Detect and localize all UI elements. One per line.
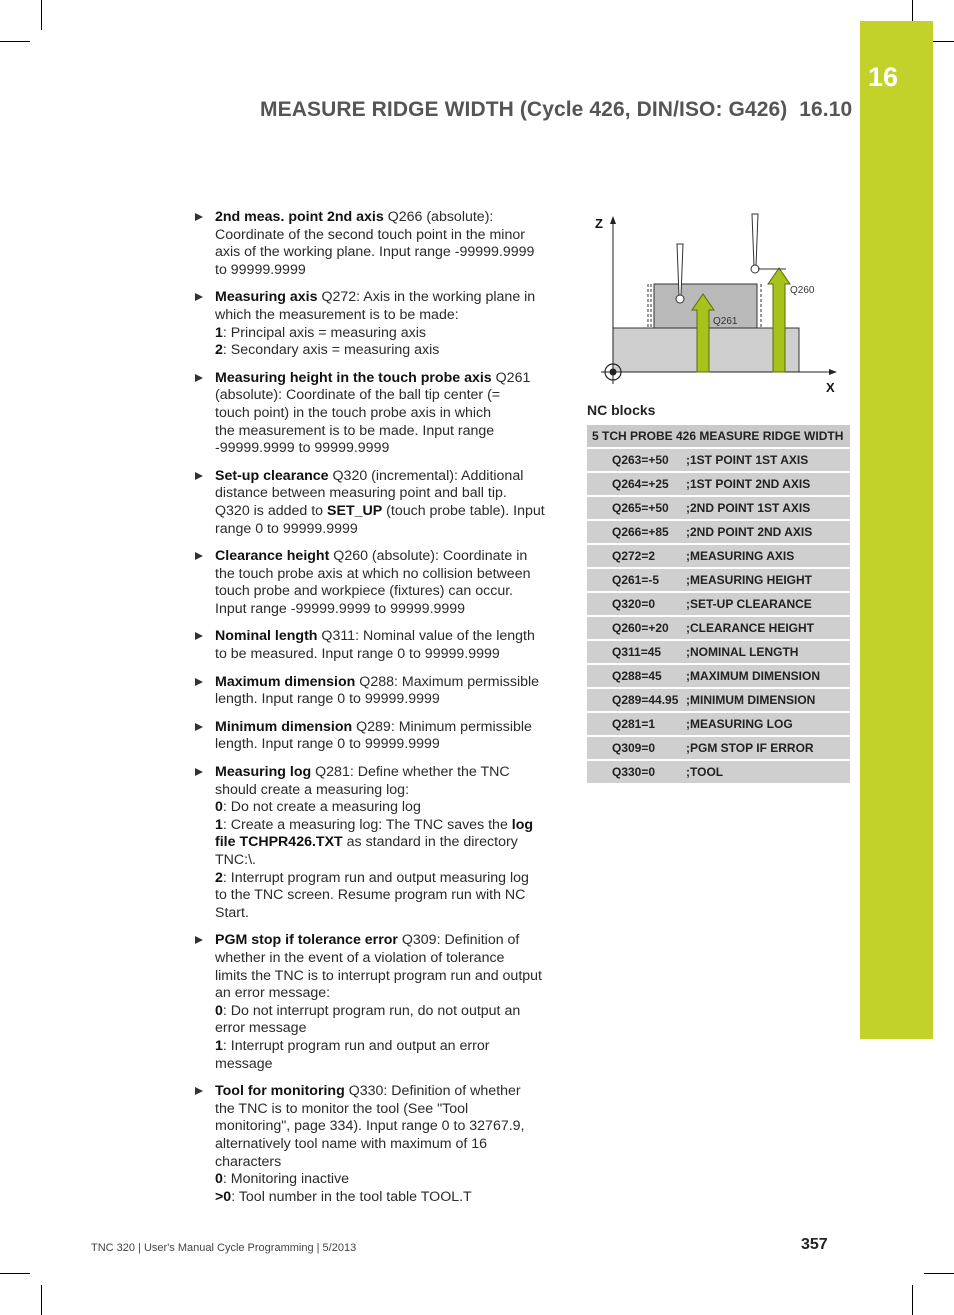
param-text: the measurement is to be made. Input range [215,422,495,439]
header-title: MEASURE RIDGE WIDTH (Cycle 426, DIN/ISO: G426) [260,98,788,121]
nc-row [587,737,850,759]
option-key: >0 [215,1188,232,1205]
nc-row [587,569,850,591]
param-text: (touch probe table). Input [382,502,545,519]
param-q288 [192,674,562,709]
param-text: characters [215,1153,282,1170]
nc-row [587,449,850,471]
nc-param: Q289=44.95 [612,693,679,707]
param-keyword: file TCHPR426.TXT [215,834,343,851]
option-text: : Do not create a measuring log [222,799,421,816]
nc-param: Q266=+85 [612,525,669,539]
chapter-tab [860,21,933,1039]
param-text: the TNC is to monitor the tool (See "Tool [215,1100,469,1117]
parameter-list [192,209,562,1216]
param-text: Q311: Nominal value of the length [321,628,535,645]
option-key: 2 [215,342,223,359]
param-q266 [192,209,562,279]
param-text: Input range -99999.9999 to 99999.9999 [215,600,466,617]
option-text: : Secondary axis = measuring axis [222,342,440,359]
param-name: PGM stop if tolerance error [215,932,398,949]
nc-comment: ;CLEARANCE HEIGHT [686,621,814,635]
param-text: Q320 is added to [215,502,328,519]
nc-param: Q263=+50 [612,453,669,467]
option-text: : Tool number in the tool table TOOL.T [231,1188,472,1205]
option-key: 0 [215,1002,223,1019]
q261-label: Q261 [713,316,738,327]
param-text: length. Input range 0 to 99999.9999 [215,691,440,708]
option-text: : Interrupt program run and output an error [222,1037,490,1054]
option-text: : Create a measuring log: The TNC saves the [222,816,512,833]
nc-param: Q261=-5 [612,573,660,587]
param-name: Tool for monitoring [215,1083,345,1100]
param-name: Maximum dimension [215,673,356,690]
nc-row [587,593,850,615]
param-text: the touch probe axis at which no collision between [215,565,531,582]
chapter-number: 16 [868,62,899,92]
option-text: : Interrupt program run and output measuring log [222,869,529,886]
param-text: whether in the event of a violation of tolerance [215,949,505,966]
param-name: 2nd meas. point 2nd axis [215,209,384,225]
bullet-arrow-icon [195,374,203,382]
z-axis-arrow-icon [610,216,616,224]
param-q260 [192,548,562,618]
crop-mark [0,41,30,42]
param-text: Q266 (absolute): [387,209,494,225]
nc-comment: ;MEASURING HEIGHT [686,573,812,587]
bullet-arrow-icon [195,678,203,686]
param-q311 [192,628,562,663]
bullet-arrow-icon [195,293,203,301]
param-q330 [192,1083,562,1206]
param-text: -99999.9999 to 99999.9999 [215,440,390,457]
bullet-arrow-icon [195,213,203,221]
z-axis-label: Z [595,216,603,231]
param-text: Q260 (absolute): Coordinate in [333,548,528,565]
option-key: 2 [215,869,223,886]
nc-block-title: 5 TCH PROBE 426 MEASURE RIDGE WIDTH [587,425,850,447]
nc-row [587,545,850,567]
param-name: Measuring axis [215,289,318,306]
param-name: Measuring log [215,764,312,781]
nc-row [587,689,850,711]
option-text: : Do not interrupt program run, do not output an [222,1002,521,1019]
nc-comment: ;MEASURING AXIS [686,549,795,563]
param-text: Q320 (incremental): Additional [332,467,524,484]
page-number: 357 [801,1236,828,1253]
option-text: TNC:\. [215,852,256,868]
option-text: : Monitoring inactive [222,1171,350,1188]
nc-comment: ;PGM STOP IF ERROR [686,741,814,755]
nc-row [587,641,850,663]
option-key: 1 [215,816,223,833]
option-text: : Principal axis = measuring axis [222,324,426,341]
crop-mark [41,1285,42,1315]
param-text: length. Input range 0 to 99999.9999 [215,736,440,753]
option-key: 0 [215,799,223,816]
crop-mark [41,0,42,30]
q260-label: Q260 [790,285,815,296]
probe-2-tip [751,265,759,273]
nc-comment: ;1ST POINT 2ND AXIS [686,477,811,491]
param-text: axis of the working plane. Input range -99999.9999 [215,244,535,261]
param-text: distance between measuring point and ball tip. [215,485,507,502]
option-key: 0 [215,1171,223,1188]
nc-row [587,761,850,783]
probe-2-stylus [752,214,758,266]
ridge-width-diagram [586,210,846,395]
param-text: Q272: Axis in the working plane in [321,289,536,306]
param-text: Q281: Define whether the TNC [315,764,510,781]
option-key: 1 [215,324,223,341]
nc-comment: ;1ST POINT 1ST AXIS [686,453,809,467]
param-text: Q288: Maximum permissible [359,673,540,690]
param-q289 [192,719,562,754]
bullet-arrow-icon [195,768,203,776]
param-text: range 0 to 99999.9999 [215,520,358,537]
param-text: alternatively tool name with maximum of 16 [215,1135,488,1152]
param-text: should create a measuring log: [215,781,410,798]
param-text: Q309: Definition of [401,932,520,949]
param-text: Coordinate of the second touch point in the minor [215,226,525,243]
option-text: Start. [215,904,249,921]
nc-comment: ;MAXIMUM DIMENSION [686,669,820,683]
param-keyword: SET_UP [327,502,383,519]
nc-param: Q330=0 [612,765,656,779]
param-q261 [192,370,562,458]
param-name: Clearance height [215,548,330,565]
header-section: 16.10 [799,98,853,121]
footer-text: TNC 320 | User's Manual Cycle Programming | 5/2013 [91,1242,357,1254]
param-name: Set-up clearance [215,467,329,484]
nc-param: Q288=45 [612,669,662,683]
param-q281 [192,764,562,922]
x-axis-label: X [826,380,835,395]
nc-param: Q260=+20 [612,621,669,635]
option-text: to the TNC screen. Resume program run with NC [215,887,526,904]
x-axis-arrow-icon [829,369,837,375]
nc-comment: ;MINIMUM DIMENSION [686,693,816,707]
param-text: limits the TNC is to interrupt program run and output [215,967,542,984]
bullet-arrow-icon [195,936,203,944]
nc-param: Q264=+25 [612,477,669,491]
nc-comment: ;MEASURING LOG [686,717,793,731]
crop-mark [924,1273,954,1274]
nc-row [587,713,850,735]
nc-comment: ;SET-UP CLEARANCE [686,597,812,611]
option-text: as standard in the directory [342,834,518,851]
param-text: (absolute): Coordinate of the ball tip center (= [215,387,501,404]
param-text: touch probe and workpiece (fixtures) can occur. [215,583,514,600]
param-text: an error message: [215,985,331,1002]
nc-param: Q320=0 [612,597,656,611]
nc-comment: ;2ND POINT 1ST AXIS [686,501,811,515]
nc-param: Q265=+50 [612,501,669,515]
crop-mark [0,1273,30,1274]
param-text: to 99999.9999 [215,261,306,278]
param-text: to be measured. Input range 0 to 99999.9999 [215,646,500,663]
param-text: Q261 [495,369,531,386]
bullet-arrow-icon [195,723,203,731]
bullet-arrow-icon [195,552,203,560]
param-q272 [192,289,562,359]
nc-row [587,497,850,519]
nc-blocks-table [587,425,850,785]
param-q320 [192,468,562,538]
bullet-arrow-icon [195,632,203,640]
probe-1-tip [676,295,684,303]
option-key: 1 [215,1037,223,1054]
nc-comment: ;2ND POINT 2ND AXIS [686,525,813,539]
option-text: error message [215,1020,307,1037]
nc-row [587,665,850,687]
param-name: Nominal length [215,628,318,645]
nc-param: Q272=2 [612,549,656,563]
param-name: Measuring height in the touch probe axis [215,369,492,386]
option-text: message [215,1055,273,1072]
crop-mark [912,1285,913,1315]
nc-param: Q311=45 [612,645,662,659]
nc-comment: ;TOOL [686,765,724,779]
bullet-arrow-icon [195,1087,203,1095]
nc-blocks-heading: NC blocks [587,402,656,418]
page-header [260,98,852,122]
param-text: touch point) in the touch probe axis in which [215,404,492,421]
param-name: Minimum dimension [215,718,353,735]
param-text: Q289: Minimum permissible [356,718,532,735]
param-q309 [192,932,562,1073]
param-text: Q330: Definition of whether [348,1083,521,1100]
param-text: which the measurement is to be made: [215,306,459,323]
bullet-arrow-icon [195,472,203,480]
nc-comment: ;NOMINAL LENGTH [686,645,799,659]
nc-row [587,617,850,639]
nc-row [587,473,850,495]
param-keyword: log [511,816,534,833]
nc-param: Q281=1 [612,717,656,731]
nc-row [587,521,850,543]
nc-param: Q309=0 [612,741,656,755]
param-text: monitoring", page 334). Input range 0 to 32767.9, [215,1118,525,1135]
